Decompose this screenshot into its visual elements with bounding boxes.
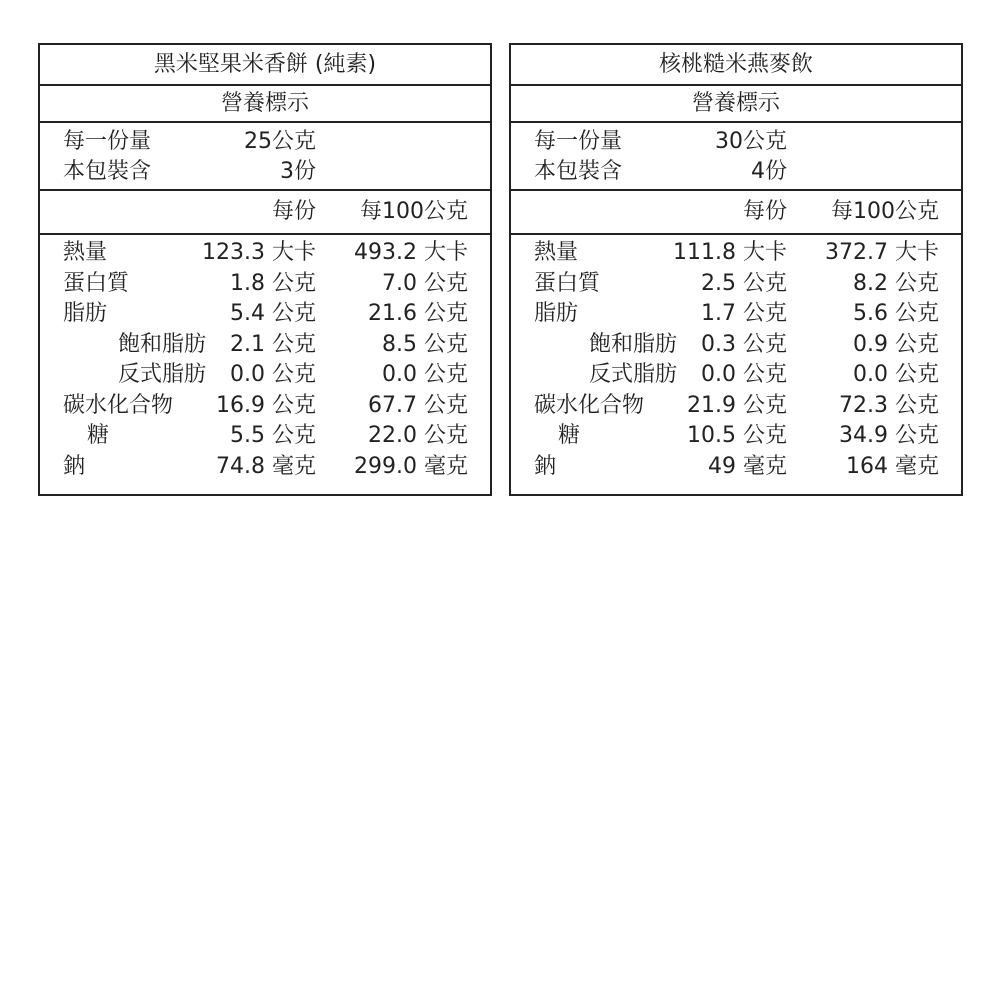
nutrient-row: [511, 451, 961, 482]
per-100g-value: 34.9 公克: [839, 423, 939, 448]
per-100g-value: 0.0 公克: [853, 362, 939, 387]
per-serving-value: 10.5 公克: [687, 423, 787, 448]
per-serving-value: 111.8 大卡: [673, 240, 787, 265]
per-100g-value: 5.6 公克: [853, 301, 939, 326]
nutrient-row: [511, 237, 961, 268]
nutrient-row: [40, 420, 490, 451]
per-100g-value: 164 毫克: [846, 453, 939, 479]
column-header-row: [40, 196, 490, 227]
nutrient-row: [40, 237, 490, 268]
per-100g-value: 67.7 公克: [368, 392, 468, 418]
nutrient-row: [511, 390, 961, 421]
nutrient-name: 碳水化合物: [534, 392, 645, 418]
per-100g-header: 每100公克: [360, 199, 468, 224]
servings-per-pack-value: 4份: [751, 159, 787, 184]
nutrient-name: 脂肪: [534, 301, 579, 326]
nutrient-row: [40, 329, 490, 360]
per-100g-value: 8.2 公克: [853, 270, 939, 296]
per-100g-value: 299.0 毫克: [354, 453, 468, 479]
per-serving-value: 49 毫克: [708, 453, 787, 479]
per-serving-value: 16.9 公克: [216, 392, 316, 418]
nutrient-row: [40, 359, 490, 390]
nutrient-name: 熱量: [534, 240, 579, 265]
per-serving-header: 每份: [271, 199, 316, 224]
per-100g-value: 22.0 公克: [368, 423, 468, 448]
per-serving-value: 0.3 公克: [701, 331, 787, 357]
nutrient-name: 熱量: [63, 240, 108, 265]
serving-size-label: 每一份量: [534, 129, 623, 154]
serving-size-label: 每一份量: [63, 129, 152, 154]
servings-per-pack-label: 本包裝含: [534, 159, 623, 184]
serving-size-row: [511, 126, 961, 157]
nutrient-name: 蛋白質: [534, 270, 601, 296]
per-serving-value: 2.5 公克: [701, 270, 787, 296]
per-100g-value: 0.0 公克: [382, 362, 468, 387]
nutrient-table: [511, 235, 961, 494]
nutrient-row: [511, 329, 961, 360]
per-serving-value: 1.8 公克: [230, 270, 316, 296]
nutrient-name: 蛋白質: [63, 270, 130, 296]
nutrient-name: 反式脂肪: [589, 362, 678, 387]
nutrient-row: [40, 268, 490, 299]
per-serving-value: 1.7 公克: [701, 301, 787, 326]
per-serving-value: 21.9 公克: [687, 392, 787, 418]
serving-size-row: [40, 126, 490, 157]
nutrition-label-right: [509, 43, 963, 496]
column-header-row: [511, 196, 961, 227]
per-100g-value: 21.6 公克: [368, 301, 468, 326]
per-serving-value: 74.8 毫克: [216, 453, 316, 479]
nutrient-row: [511, 298, 961, 329]
nutrient-name: 脂肪: [63, 301, 108, 326]
nutrient-row: [511, 359, 961, 390]
servings-per-pack-row: [511, 156, 961, 187]
nutrient-row: [511, 268, 961, 299]
product-title: 核桃糙米燕麥飲: [511, 45, 961, 86]
label-subtitle: 營養標示: [511, 86, 961, 123]
per-serving-value: 5.4 公克: [230, 301, 316, 326]
per-100g-value: 8.5 公克: [382, 331, 468, 357]
nutrient-name: 反式脂肪: [118, 362, 207, 387]
nutrient-row: [511, 420, 961, 451]
servings-per-pack-value: 3份: [280, 159, 316, 184]
per-serving-value: 0.0 公克: [701, 362, 787, 387]
per-serving-value: 0.0 公克: [230, 362, 316, 387]
nutrient-name: 碳水化合物: [63, 392, 174, 418]
label-subtitle: 營養標示: [40, 86, 490, 123]
nutrient-row: [40, 298, 490, 329]
per-100g-value: 72.3 公克: [839, 392, 939, 418]
per-serving-value: 5.5 公克: [230, 423, 316, 448]
per-serving-value: 2.1 公克: [230, 331, 316, 357]
per-100g-value: 372.7 大卡: [825, 240, 939, 265]
nutrient-name: 糖: [558, 423, 581, 448]
per-100g-value: 7.0 公克: [382, 270, 468, 296]
nutrient-table: [40, 235, 490, 494]
nutrient-name: 糖: [87, 423, 110, 448]
nutrient-name: 鈉: [63, 453, 86, 479]
per-serving-value: 123.3 大卡: [202, 240, 316, 265]
nutrient-row: [40, 451, 490, 482]
per-serving-header: 每份: [742, 199, 787, 224]
serving-info: [40, 123, 490, 191]
nutrition-label-left: [38, 43, 492, 496]
servings-per-pack-label: 本包裝含: [63, 159, 152, 184]
serving-info: [511, 123, 961, 191]
per-100g-value: 493.2 大卡: [354, 240, 468, 265]
per-100g-value: 0.9 公克: [853, 331, 939, 357]
servings-per-pack-row: [40, 156, 490, 187]
nutrient-name: 飽和脂肪: [589, 331, 678, 357]
product-title: 黑米堅果米香餅 (純素): [40, 45, 490, 86]
serving-size-value: 25公克: [244, 129, 316, 154]
column-header: [511, 191, 961, 235]
nutrient-name: 鈉: [534, 453, 557, 479]
serving-size-value: 30公克: [715, 129, 787, 154]
nutrient-row: [40, 390, 490, 421]
nutrient-name: 飽和脂肪: [118, 331, 207, 357]
column-header: [40, 191, 490, 235]
per-100g-header: 每100公克: [831, 199, 939, 224]
